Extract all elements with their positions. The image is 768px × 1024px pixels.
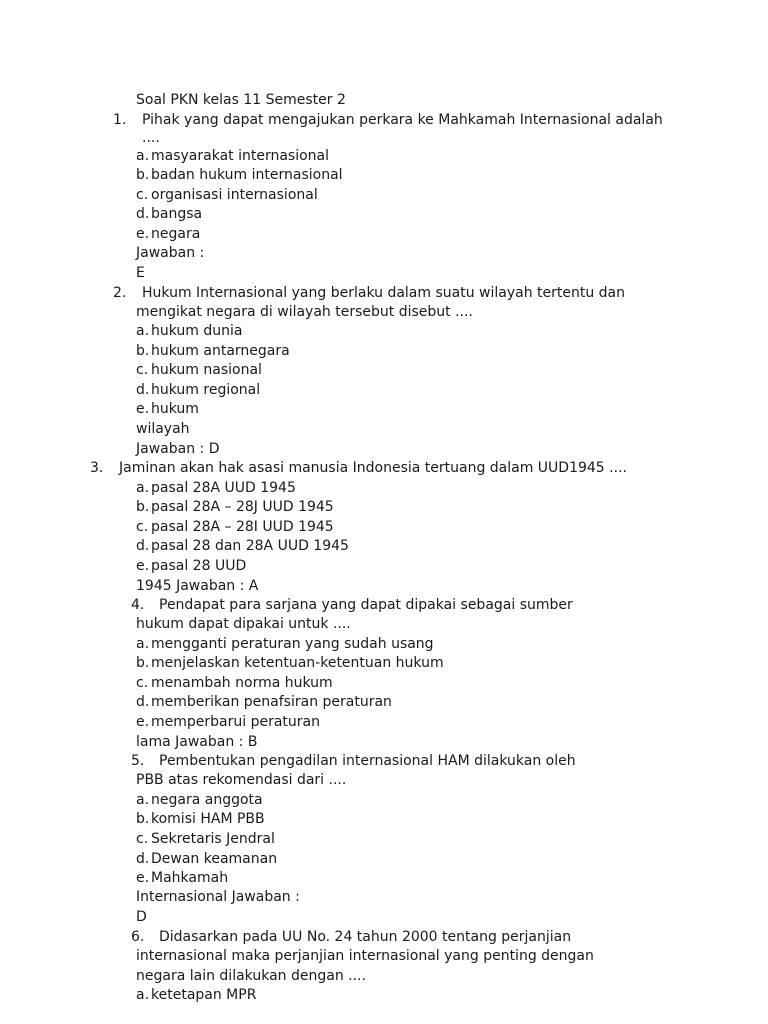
option-letter: a.: [136, 323, 150, 339]
option-letter: e.: [136, 870, 150, 886]
option-letter: d.: [136, 851, 150, 867]
q3-option-a: [136, 479, 296, 498]
q6-option-a: [136, 986, 256, 1005]
option-text: pasal 28 dan 28A UUD 1945: [151, 538, 349, 554]
q5-option-c: [136, 830, 275, 849]
option-text: hukum dunia: [151, 323, 243, 339]
question-6-text-cont-2: negara lain dilakukan dengan ....: [136, 968, 366, 984]
question-3-number: 3.: [90, 460, 104, 476]
q2-option-a: [136, 322, 243, 341]
q3-option-e: [136, 557, 246, 576]
page-title: Soal PKN kelas 11 Semester 2: [136, 92, 346, 108]
option-letter: a.: [136, 987, 150, 1003]
q2-option-e: [136, 400, 199, 419]
q1-answer-value: E: [136, 265, 145, 281]
q2-option-b: [136, 342, 290, 361]
q4-option-a: [136, 635, 434, 654]
q5-option-d: [136, 850, 277, 869]
question-4-text-cont: hukum dapat dipakai untuk ....: [136, 616, 351, 632]
option-letter: d.: [136, 206, 150, 222]
question-6-text: Didasarkan pada UU No. 24 tahun 2000 tentang perjanjian: [159, 929, 572, 945]
option-letter: b.: [136, 655, 150, 671]
q4-option-c: [136, 674, 333, 693]
question-2-text-cont: mengikat negara di wilayah tersebut disebut ....: [136, 304, 473, 320]
option-letter: c.: [136, 187, 149, 203]
q2-answer: Jawaban : D: [136, 441, 220, 457]
q5-option-b: [136, 810, 265, 829]
q3-option-c: [136, 518, 334, 537]
option-letter: d.: [136, 538, 150, 554]
q5-option-e: [136, 869, 228, 888]
option-letter: c.: [136, 362, 149, 378]
q4-option-d: [136, 693, 392, 712]
question-1-number: 1.: [113, 112, 127, 128]
q2-option-c: [136, 361, 262, 380]
q4-option-e: [136, 713, 320, 732]
option-text: memperbarui peraturan: [151, 714, 320, 730]
option-text: pasal 28A UUD 1945: [151, 480, 296, 496]
question-2-number: 2.: [113, 285, 127, 301]
question-5-number: 5.: [131, 753, 145, 769]
option-text: pasal 28 UUD: [151, 558, 247, 574]
q4-option-b: [136, 654, 444, 673]
question-1-text: Pihak yang dapat mengajukan perkara ke Mahkamah Internasional adalah: [142, 112, 663, 128]
option-letter: a.: [136, 636, 150, 652]
option-text: ketetapan MPR: [151, 987, 257, 1003]
question-4-text: Pendapat para sarjana yang dapat dipakai sebagai sumber: [159, 597, 573, 613]
option-letter: b.: [136, 167, 150, 183]
option-letter: d.: [136, 694, 150, 710]
option-text: hukum regional: [151, 382, 261, 398]
option-text: memberikan penafsiran peraturan: [151, 694, 392, 710]
option-text: negara: [151, 226, 201, 242]
q1-option-d: [136, 205, 202, 224]
option-text: hukum antarnegara: [151, 343, 290, 359]
option-text: organisasi internasional: [151, 187, 318, 203]
option-letter: e.: [136, 401, 150, 417]
option-text: negara anggota: [151, 792, 263, 808]
option-text: menjelaskan ketentuan-ketentuan hukum: [151, 655, 444, 671]
option-letter: e.: [136, 714, 150, 730]
option-text: badan hukum internasional: [151, 167, 343, 183]
option-letter: b.: [136, 499, 150, 515]
option-text: hukum nasional: [151, 362, 262, 378]
option-letter: c.: [136, 519, 149, 535]
option-letter: a.: [136, 148, 150, 164]
option-letter: b.: [136, 811, 150, 827]
q1-option-b: [136, 166, 343, 185]
option-text: menambah norma hukum: [151, 675, 333, 691]
option-text: Sekretaris Jendral: [151, 831, 275, 847]
q1-option-c: [136, 186, 318, 205]
q5-option-a: [136, 791, 263, 810]
option-text: komisi HAM PBB: [151, 811, 265, 827]
q1-answer-label: Jawaban :: [136, 245, 205, 261]
q1-option-a: [136, 147, 329, 166]
option-text: Dewan keamanan: [151, 851, 278, 867]
option-letter: d.: [136, 382, 150, 398]
option-text: masyarakat internasional: [151, 148, 330, 164]
option-letter: c.: [136, 675, 149, 691]
option-text: bangsa: [151, 206, 203, 222]
option-letter: b.: [136, 343, 150, 359]
option-letter: a.: [136, 792, 150, 808]
q2-option-d: [136, 381, 260, 400]
option-text: mengganti peraturan yang sudah usang: [151, 636, 434, 652]
question-6-text-cont-1: internasional maka perjanjian internasional yang penting dengan: [136, 948, 594, 964]
q1-option-e: [136, 225, 200, 244]
option-letter: a.: [136, 480, 150, 496]
question-4-number: 4.: [131, 597, 145, 613]
option-letter: c.: [136, 831, 149, 847]
q3-option-b: [136, 498, 334, 517]
option-letter: e.: [136, 558, 150, 574]
question-1-text-cont: ....: [142, 130, 160, 146]
question-5-text-cont: PBB atas rekomendasi dari ....: [136, 772, 347, 788]
option-letter: e.: [136, 226, 150, 242]
q5-answer-value: D: [136, 909, 147, 925]
q5-answer-label: Internasional Jawaban :: [136, 889, 300, 905]
question-6-number: 6.: [131, 929, 145, 945]
option-text: pasal 28A – 28I UUD 1945: [151, 519, 334, 535]
q3-option-d: [136, 537, 349, 556]
option-text: Mahkamah: [151, 870, 229, 886]
question-5-text: Pembentukan pengadilan internasional HAM dilakukan oleh: [159, 753, 576, 769]
option-text: hukum: [151, 401, 199, 417]
question-2-text: Hukum Internasional yang berlaku dalam suatu wilayah tertentu dan: [142, 285, 626, 301]
q2-option-e-cont: wilayah: [136, 421, 190, 437]
q3-answer: 1945 Jawaban : A: [136, 578, 259, 594]
q4-answer: lama Jawaban : B: [136, 734, 258, 750]
option-text: pasal 28A – 28J UUD 1945: [151, 499, 334, 515]
question-3-text: Jaminan akan hak asasi manusia Indonesia tertuang dalam UUD1945 ....: [119, 460, 627, 476]
